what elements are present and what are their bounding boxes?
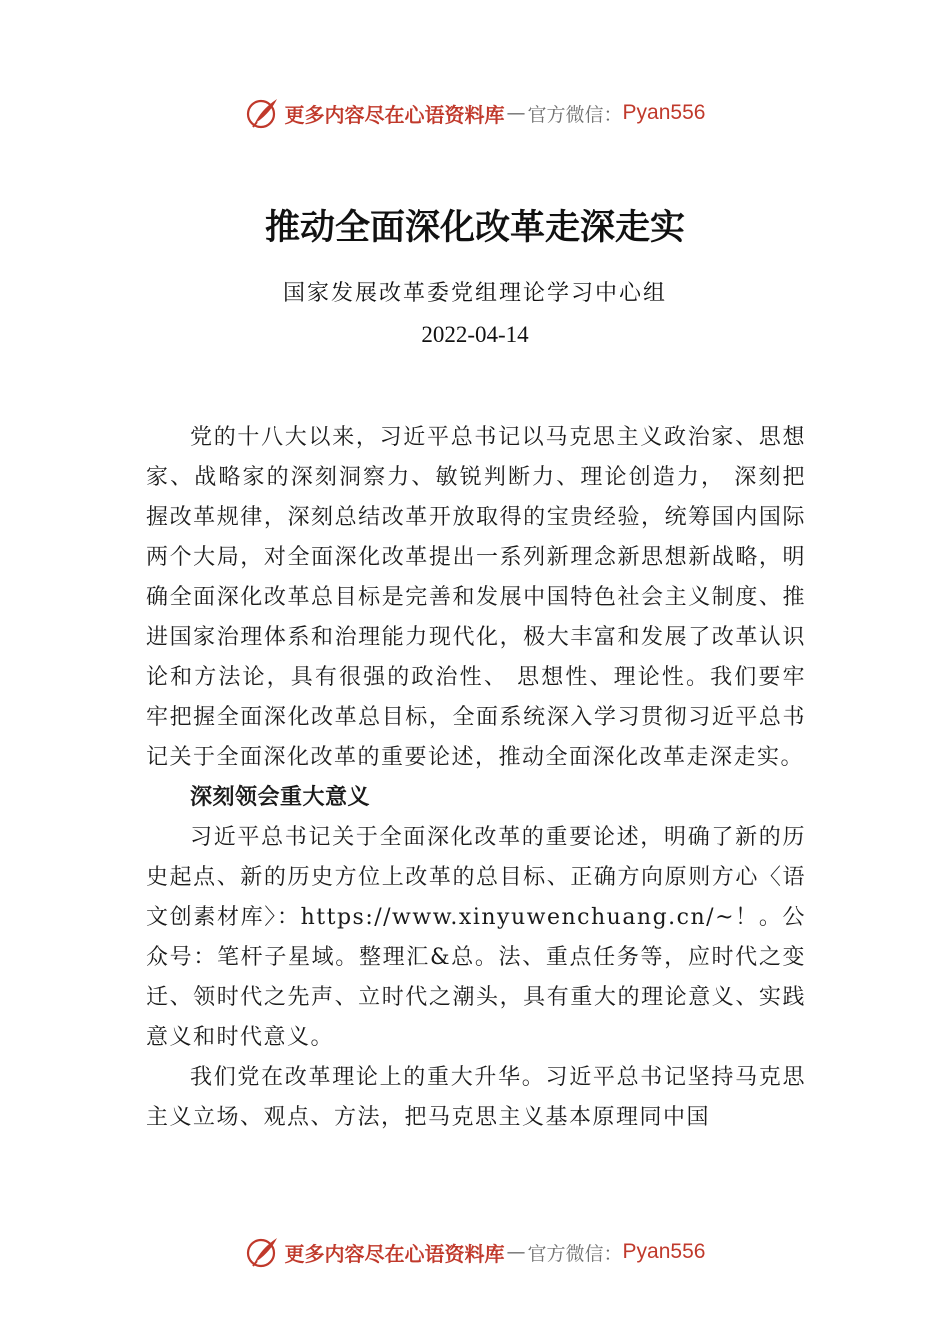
wechat-id: Pyan556 (622, 101, 706, 124)
watermark-content (245, 1234, 706, 1270)
feather-pen-logo-icon (245, 95, 281, 131)
body-paragraph: 党的十八大以来，习近平总书记以马克思主义政治家、思想家、战略家的深刻洞察力、敏锐判断力、理论创造力， 深刻把握改革规律，深刻总结改革开放取得的宝贵经验，统筹国内国际两个大局，对全面深化改革提出一系列新理念新思想新战略，明确全面深化改革总目标是完善和发展中国特色社会主义制度、推进国家治理体系和治理能力现代化，极大丰富和发展了改革认识论和方法论，具有很强的政治性、 思想性、理论性。我们要牢牢把握全面深化改革总目标，全面系统深入学习贯彻习近平总书记关于全面深化改革的重要论述，推动全面深化改革走深走实。 (146, 425, 806, 770)
watermark-separator: — (506, 1241, 526, 1263)
wechat-label: 官方微信： (527, 103, 623, 126)
document-author: 国家发展改革委党组理论学习中心组 (282, 281, 667, 306)
body-paragraph: 习近平总书记关于全面深化改革的重要论述，明确了新的历史起点、新的历史方位上改革的总目标、正确方向原则方心〈语文创素材库〉：https://www.xinyuwenchuang.cn/~！。公众号：笔杆子星域。整理汇&总。法、重点任务等，应时代之变迁、领时代之先声、立时代之潮头，具有重大的理论意义、实践意义和时代意义。 (146, 825, 806, 1050)
wechat-label: 官方微信： (527, 1242, 623, 1265)
body-paragraph: 我们党在改革理论上的重大升华。习近平总书记坚持马克思主义立场、观点、方法，把马克思主义基本原理同中国 (146, 1065, 806, 1130)
feather-pen-logo-icon (245, 1234, 281, 1270)
document-date: 2022-04-14 (421, 322, 529, 347)
document-body (146, 418, 806, 1138)
watermark-banner-top (0, 93, 950, 133)
wechat-id: Pyan556 (622, 1240, 706, 1263)
watermark-separator: — (506, 102, 526, 124)
watermark-text: 更多内容尽在心语资料库 (284, 1241, 505, 1266)
section-heading: 深刻领会重大意义 (190, 785, 371, 810)
watermark-text: 更多内容尽在心语资料库 (284, 102, 505, 127)
watermark-banner-bottom (0, 1232, 950, 1272)
document-title: 推动全面深化改革走深走实 (264, 208, 685, 248)
watermark-content (245, 95, 706, 131)
